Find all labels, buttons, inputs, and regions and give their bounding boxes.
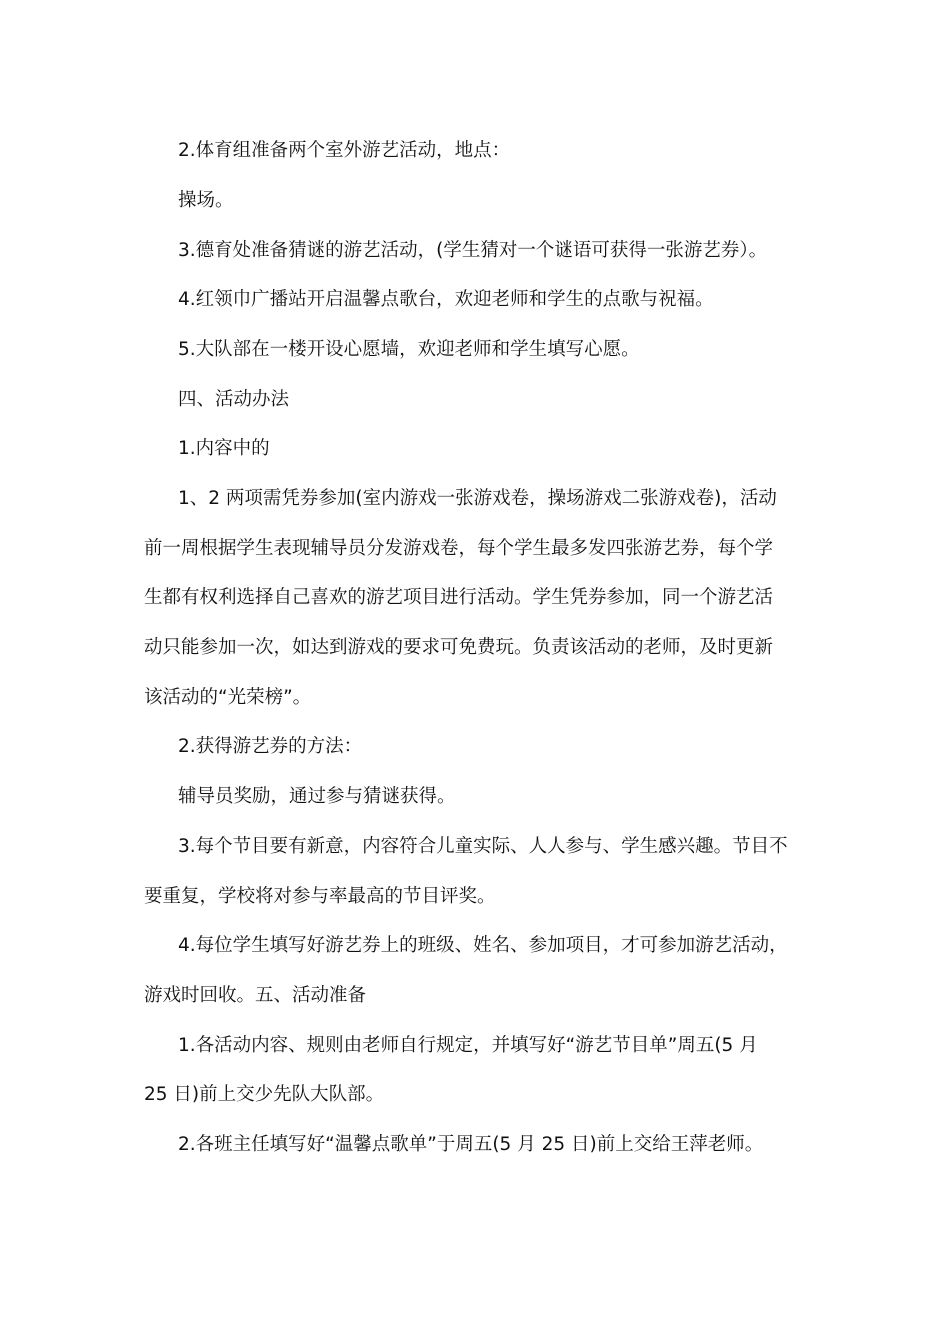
paragraph-line: 该活动的“光荣榜”。 — [144, 687, 312, 708]
paragraph-line: 4.每位学生填写好游艺券上的班级、姓名、参加项目，才可参加游艺活动， — [178, 935, 788, 956]
paragraph-line: 要重复，学校将对参与率最高的节目评奖。 — [144, 886, 496, 907]
paragraph-line: 1、2 两项需凭券参加(室内游戏一张游戏卷，操场游戏二张游戏卷)，活动 — [178, 488, 777, 509]
paragraph-line: 25 日)前上交少先队大队部。 — [144, 1084, 385, 1105]
paragraph-line: 4.红领巾广播站开启温馨点歌台，欢迎老师和学生的点歌与祝福。 — [178, 289, 714, 310]
paragraph-line: 3.德育处准备猜谜的游艺活动，(学生猜对一个谜语可获得一张游艺券）。 — [178, 240, 768, 261]
paragraph-line: 1.内容中的 — [178, 438, 270, 459]
paragraph-line: 1.各活动内容、规则由老师自行规定，并填写好“游艺节目单”周五(5 月 — [178, 1035, 758, 1056]
paragraph-line: 动只能参加一次，如达到游戏的要求可免费玩。负责该活动的老师，及时更新 — [144, 637, 774, 658]
paragraph-line: 5.大队部在一楼开设心愿墙，欢迎老师和学生填写心愿。 — [178, 339, 640, 360]
paragraph-line: 前一周根据学生表现辅导员分发游戏卷，每个学生最多发四张游艺券，每个学 — [144, 538, 774, 559]
paragraph-line: 2.体育组准备两个室外游艺活动，地点： — [178, 140, 511, 161]
paragraph-line: 操场。 — [178, 190, 234, 211]
paragraph-line: 游戏时回收。五、活动准备 — [144, 985, 367, 1006]
paragraph-line: 2.各班主任填写好“温馨点歌单”于周五(5 月 25 日)前上交给王萍老师。 — [178, 1134, 764, 1155]
section-heading: 四、活动办法 — [178, 389, 290, 410]
paragraph-line: 3.每个节目要有新意，内容符合儿童实际、人人参与、学生感兴趣。节目不 — [178, 836, 788, 857]
paragraph-line: 2.获得游艺券的方法： — [178, 736, 363, 757]
paragraph-line: 生都有权利选择自己喜欢的游艺项目进行活动。学生凭券参加，同一个游艺活 — [144, 587, 774, 608]
paragraph-line: 辅导员奖励，通过参与猜谜获得。 — [178, 786, 456, 807]
